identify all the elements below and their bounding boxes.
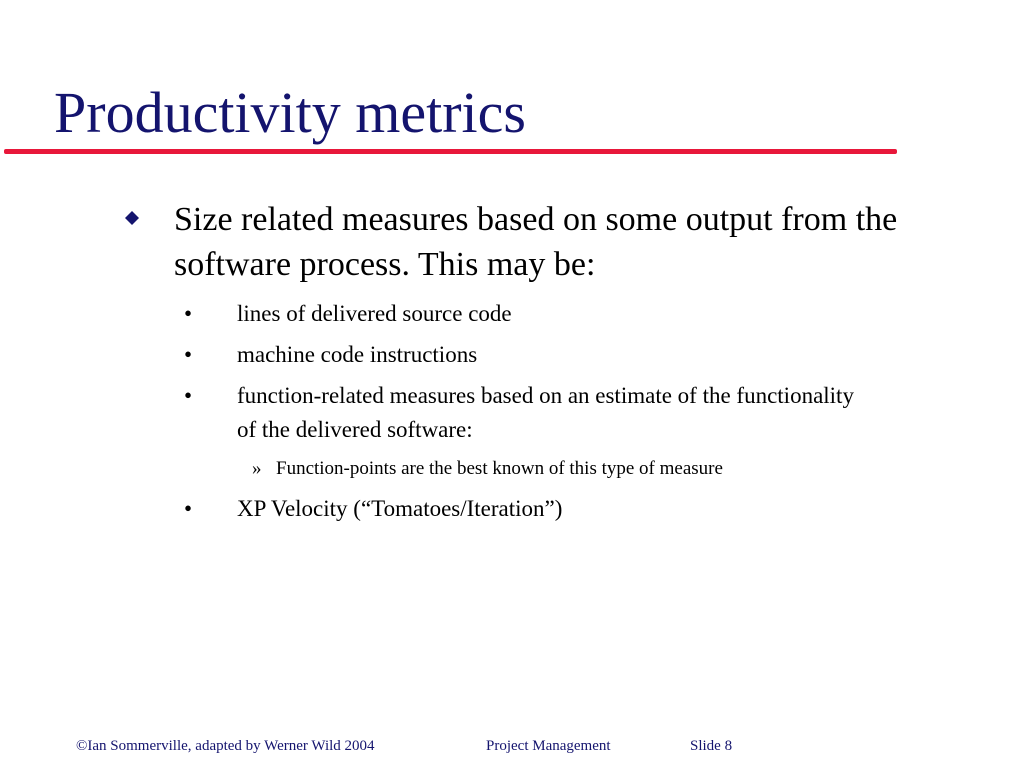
footer-slide-number: Slide 8 xyxy=(690,738,733,754)
nested-bullet-marker: » xyxy=(252,458,262,479)
footer-copyright: ©Ian Sommerville, adapted by Werner Wild 2004 xyxy=(76,738,375,754)
sub-bullet-text: XP Velocity (“Tomatoes/Iteration”) xyxy=(237,496,563,521)
title-underline xyxy=(4,149,897,154)
bullet-marker: • xyxy=(184,383,193,408)
sub-bullet-text: function-related measures based on an estimate of the functionality of the delivered software: xyxy=(237,383,854,442)
bullet-marker: • xyxy=(184,301,193,326)
slide-title: Productivity metrics xyxy=(54,80,526,145)
bullet-marker: • xyxy=(184,342,193,367)
sub-bullet-text: lines of delivered source code xyxy=(237,301,512,326)
footer-course: Project Management xyxy=(486,738,611,754)
nested-bullet-text: Function-points are the best known of this type of measure xyxy=(276,458,723,479)
bullet-marker: • xyxy=(184,496,193,521)
main-bullet-text: Size related measures based on some output from the software process. This may be: xyxy=(174,201,898,283)
sub-bullet-text: machine code instructions xyxy=(237,342,478,367)
diamond-icon xyxy=(125,211,139,225)
